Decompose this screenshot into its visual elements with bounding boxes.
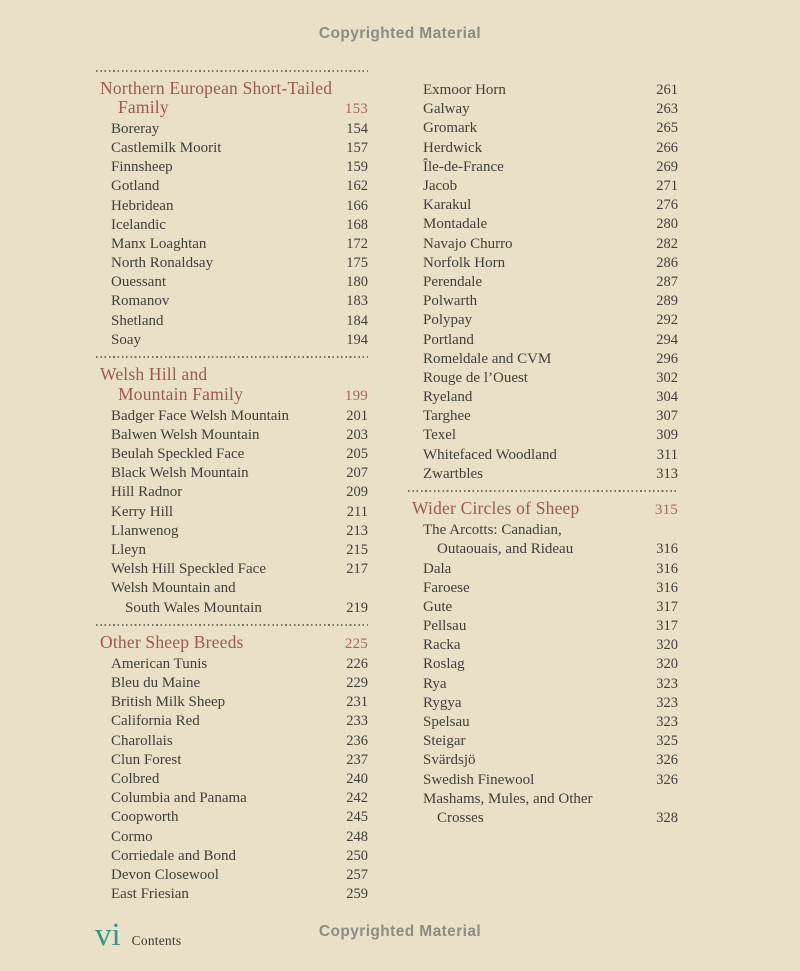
entry-page-number: 302: [656, 369, 678, 386]
toc-entry: [408, 713, 678, 732]
section-title: Family: [118, 97, 169, 118]
entry-page-number: 265: [656, 120, 678, 137]
toc-entry: [96, 789, 368, 808]
entry-page-number: 245: [346, 809, 368, 826]
entry-title: Crosses: [437, 809, 484, 826]
toc-entry: [96, 674, 368, 693]
entry-title: Romeldale and CVM: [423, 350, 552, 367]
toc-entry: [408, 350, 678, 369]
toc-entry: [96, 464, 368, 483]
entry-page-number: 207: [346, 465, 368, 482]
entry-title: Hebridean: [111, 197, 174, 214]
entry-title: Llanwenog: [111, 522, 179, 539]
entry-page-number: 311: [656, 446, 678, 463]
toc-entry: [96, 827, 368, 846]
entry-page-number: 280: [656, 216, 678, 233]
entry-page-number: 183: [346, 293, 368, 310]
copyright-watermark-top: Copyrighted Material: [318, 25, 482, 42]
folio-page-number: vi: [95, 917, 121, 953]
entry-page-number: 159: [346, 159, 368, 176]
entry-page-number: 242: [346, 790, 368, 807]
toc-entry: [96, 579, 368, 598]
section-divider-rule: [96, 70, 368, 72]
entry-page-number: 326: [656, 771, 678, 788]
entry-title: Kerry Hill: [111, 503, 174, 520]
entry-title: Ouessant: [111, 274, 166, 291]
toc-entry: [96, 560, 368, 579]
entry-title: California Red: [111, 713, 200, 730]
entry-page-number: 184: [346, 312, 368, 329]
section-heading-line: [96, 79, 368, 99]
entry-page-number: 203: [346, 426, 368, 443]
entry-title: Hill Radnor: [111, 484, 183, 501]
entry-page-number: 175: [346, 255, 368, 272]
entry-title: Romanov: [111, 293, 170, 310]
entry-title: Texel: [423, 427, 457, 444]
entry-title: Corriedale and Bond: [111, 847, 236, 864]
entry-page-number: 154: [346, 120, 368, 137]
section-heading-line: [96, 98, 368, 120]
toc-entry: [96, 712, 368, 731]
entry-title: Rygya: [423, 694, 462, 711]
entry-title: Black Welsh Mountain: [111, 465, 249, 482]
entry-title: Soay: [111, 331, 141, 348]
entry-page-number: 211: [346, 503, 368, 520]
section-page-number: 315: [654, 502, 678, 519]
entry-title: Manx Loaghtan: [111, 235, 207, 252]
entry-title: The Arcotts: Canadian,: [423, 522, 562, 539]
entry-title: Shetland: [111, 312, 164, 329]
toc-column-left: [96, 63, 368, 904]
entry-title: Castlemilk Moorit: [111, 139, 222, 156]
entry-title: Galway: [423, 101, 470, 118]
entry-title: Karakul: [423, 197, 472, 214]
entry-title: Outaouais, and Rideau: [437, 541, 574, 558]
toc-entry: [408, 100, 678, 119]
toc-entry: [96, 770, 368, 789]
toc-entry: [96, 407, 368, 426]
entry-title: Swedish Finewool: [423, 771, 535, 788]
toc-entry: [96, 599, 368, 618]
copyright-watermark-bottom: Copyrighted Material: [318, 923, 482, 940]
toc-entry: [408, 598, 678, 617]
toc-entry: [408, 809, 678, 828]
entry-title: Mashams, Mules, and Other: [423, 790, 593, 807]
toc-section: [96, 624, 368, 904]
entry-title: Clun Forest: [111, 751, 182, 768]
entry-title: Colbred: [111, 771, 160, 787]
entry-page-number: 282: [656, 235, 678, 252]
entry-title: Welsh Mountain and: [111, 580, 236, 597]
toc-entry: [96, 196, 368, 215]
entry-page-number: 328: [656, 809, 678, 826]
entry-title: South Wales Mountain: [125, 599, 262, 616]
entry-title: Perendale: [423, 273, 483, 290]
toc-entry: [408, 407, 678, 426]
toc-section: [408, 490, 678, 828]
entry-page-number: 316: [656, 541, 678, 558]
entry-title: Badger Face Welsh Mountain: [111, 407, 290, 424]
entry-title: Rya: [423, 675, 447, 692]
entry-title: Beulah Speckled Face: [111, 446, 245, 463]
entry-title: Charollais: [111, 732, 173, 749]
toc-entry: [408, 446, 678, 465]
entry-page-number: 237: [346, 751, 368, 768]
toc-entry: [96, 522, 368, 541]
toc-entry: [408, 617, 678, 636]
entry-title: Roslag: [423, 656, 465, 673]
toc-entry: [96, 503, 368, 522]
entry-page-number: 168: [346, 216, 368, 233]
toc-entry: [408, 636, 678, 655]
entry-page-number: 317: [656, 618, 678, 635]
section-page-number: 225: [344, 636, 368, 653]
toc-entry: [408, 273, 678, 292]
toc-entry: [408, 521, 678, 540]
toc-entry: [96, 331, 368, 350]
folio-section-label: Contents: [131, 933, 182, 948]
toc-entry: [96, 885, 368, 904]
entry-title: Portland: [423, 331, 474, 348]
section-title: Northern European Short-Tailed: [100, 77, 333, 98]
entry-page-number: 286: [656, 254, 678, 271]
entry-title: Faroese: [423, 579, 470, 596]
toc-entry: [96, 312, 368, 331]
entry-page-number: 313: [656, 465, 678, 482]
toc-entry: [408, 426, 678, 445]
toc-entry: [96, 655, 368, 674]
toc-entry: [96, 751, 368, 770]
entry-page-number: 320: [656, 637, 678, 654]
entry-title: Gute: [423, 598, 453, 615]
entry-page-number: 236: [346, 732, 368, 749]
entry-page-number: 217: [346, 561, 368, 578]
entry-page-number: 326: [656, 752, 678, 769]
entry-title: Welsh Hill Speckled Face: [111, 561, 267, 578]
entry-page-number: 166: [346, 197, 368, 214]
entry-title: Cormo: [111, 828, 153, 845]
toc-entry: [408, 81, 678, 100]
entry-title: Coopworth: [111, 809, 179, 826]
entry-title: British Milk Sheep: [111, 694, 226, 711]
entry-title: Rouge de l’Ouest: [423, 369, 528, 386]
entry-title: Racka: [423, 637, 461, 654]
entry-page-number: 289: [656, 293, 678, 310]
toc-entry: [408, 158, 678, 177]
section-divider-rule: [96, 356, 368, 358]
toc-entry: [408, 540, 678, 559]
entry-page-number: 307: [656, 408, 678, 425]
entry-title: Gotland: [111, 178, 160, 195]
entry-title: Île-de-France: [423, 158, 504, 175]
entry-page-number: 257: [346, 866, 368, 883]
entry-page-number: 219: [346, 599, 368, 616]
entry-page-number: 271: [656, 178, 678, 195]
section-title: Wider Circles of Sheep: [412, 498, 580, 519]
entry-page-number: 215: [346, 542, 368, 559]
entry-page-number: 231: [346, 694, 368, 711]
section-heading-line: [96, 633, 368, 655]
entry-page-number: 292: [656, 312, 678, 329]
toc-entry: [96, 120, 368, 139]
toc-entry: [408, 139, 678, 158]
entry-page-number: 320: [656, 656, 678, 673]
entry-page-number: 316: [656, 560, 678, 577]
entry-title: Steigar: [423, 733, 466, 750]
entry-page-number: 323: [656, 714, 678, 730]
entry-title: Polypay: [423, 312, 473, 329]
toc-entry: [96, 254, 368, 273]
toc-entry: [96, 541, 368, 560]
toc-entry: [96, 483, 368, 502]
entry-page-number: 201: [346, 407, 368, 424]
entry-page-number: 157: [346, 139, 368, 156]
section-heading-line: [96, 385, 368, 407]
toc-entry: [408, 369, 678, 388]
section-title: Other Sheep Breeds: [100, 632, 244, 653]
entry-page-number: 266: [656, 139, 678, 156]
entry-page-number: 261: [656, 82, 678, 99]
toc-entry: [408, 292, 678, 311]
entry-page-number: 162: [346, 178, 368, 195]
entry-title: East Friesian: [111, 886, 189, 903]
entry-page-number: 276: [656, 197, 678, 214]
entry-page-number: 323: [656, 694, 678, 711]
toc-column-right: [408, 81, 678, 828]
toc-entry: [96, 158, 368, 177]
toc-entry: [96, 177, 368, 196]
entry-page-number: 323: [656, 675, 678, 692]
toc-entry: [408, 751, 678, 770]
entry-page-number: 213: [346, 522, 368, 539]
entry-page-number: 287: [656, 273, 678, 290]
entry-title: Exmoor Horn: [423, 82, 506, 99]
section-title: Welsh Hill and: [100, 364, 208, 385]
toc-entry: [96, 139, 368, 158]
toc-section: [96, 356, 368, 617]
entry-page-number: 259: [346, 886, 368, 903]
toc-entry: [96, 292, 368, 311]
toc-entry: [408, 579, 678, 598]
toc-entry: [408, 559, 678, 578]
entry-title: Navajo Churro: [423, 235, 513, 252]
entry-title: Finnsheep: [111, 159, 173, 176]
entry-title: Zwartbles: [423, 465, 483, 482]
entry-page-number: 309: [656, 427, 678, 444]
section-heading-line: [408, 499, 678, 521]
entry-title: Bleu du Maine: [111, 675, 201, 692]
toc-entry: [408, 655, 678, 674]
entry-title: Dala: [423, 560, 452, 577]
toc-entry: [408, 790, 678, 809]
entry-title: Svärdsjö: [423, 752, 476, 769]
toc-entry: [408, 177, 678, 196]
toc-entry: [408, 215, 678, 234]
entry-page-number: 233: [346, 713, 368, 730]
toc-entry: [408, 196, 678, 215]
entry-title: North Ronaldsay: [111, 255, 214, 272]
entry-title: Boreray: [111, 120, 160, 137]
entry-page-number: 226: [346, 655, 368, 672]
toc-entry: [408, 311, 678, 330]
entry-page-number: 304: [656, 389, 678, 406]
toc-entry: [408, 732, 678, 751]
section-title: Mountain Family: [118, 384, 244, 405]
entry-title: Targhee: [423, 408, 471, 425]
toc-entry: [408, 330, 678, 349]
toc-section: [408, 81, 678, 484]
entry-title: Gromark: [423, 120, 478, 137]
toc-entry: [96, 445, 368, 464]
toc-entry: [96, 808, 368, 827]
section-heading-line: [96, 365, 368, 385]
entry-title: Ryeland: [423, 389, 473, 406]
section-page-number: 199: [344, 388, 368, 405]
entry-page-number: 269: [656, 158, 678, 175]
toc-entry: [408, 694, 678, 713]
entry-title: American Tunis: [111, 655, 208, 672]
section-divider-rule: [408, 490, 678, 492]
entry-page-number: 325: [656, 733, 678, 750]
entry-page-number: 248: [346, 828, 368, 845]
entry-title: Jacob: [423, 178, 458, 195]
toc-entry: [408, 465, 678, 484]
toc-entry: [96, 693, 368, 712]
entry-page-number: 296: [656, 350, 678, 367]
toc-entry: [408, 388, 678, 407]
entry-page-number: 263: [656, 101, 678, 118]
toc-entry: [408, 770, 678, 789]
toc-section: [96, 70, 368, 350]
entry-title: Lleyn: [111, 542, 146, 559]
toc-entry: [408, 675, 678, 694]
entry-page-number: 229: [346, 675, 368, 692]
entry-title: Whitefaced Woodland: [423, 446, 557, 463]
toc-entry: [408, 235, 678, 254]
entry-page-number: 316: [656, 579, 678, 596]
entry-title: Montadale: [423, 216, 488, 233]
toc-entry: [96, 273, 368, 292]
entry-title: Pellsau: [423, 618, 467, 635]
entry-title: Norfolk Horn: [423, 254, 506, 271]
toc-entry: [408, 254, 678, 273]
entry-title: Devon Closewool: [111, 866, 219, 883]
entry-page-number: 180: [346, 274, 368, 291]
entry-page-number: 194: [346, 331, 368, 348]
toc-entry: [96, 216, 368, 235]
entry-page-number: 317: [656, 598, 678, 615]
entry-page-number: 240: [346, 771, 368, 787]
entry-title: Columbia and Panama: [111, 790, 247, 807]
toc-entry: [408, 119, 678, 138]
entry-title: Balwen Welsh Mountain: [111, 426, 260, 443]
toc-entry: [96, 847, 368, 866]
toc-entry: [96, 426, 368, 445]
section-page-number: 153: [344, 101, 368, 118]
entry-title: Spelsau: [423, 714, 470, 730]
entry-page-number: 209: [346, 484, 368, 501]
entry-page-number: 294: [656, 331, 678, 348]
entry-page-number: 172: [346, 235, 368, 252]
toc-entry: [96, 866, 368, 885]
toc-entry: [96, 732, 368, 751]
entry-page-number: 205: [346, 446, 368, 463]
entry-title: Icelandic: [111, 216, 166, 233]
entry-title: Herdwick: [423, 139, 483, 156]
section-divider-rule: [96, 624, 368, 626]
entry-title: Polwarth: [423, 293, 478, 310]
entry-page-number: 250: [346, 847, 368, 864]
toc-entry: [96, 235, 368, 254]
